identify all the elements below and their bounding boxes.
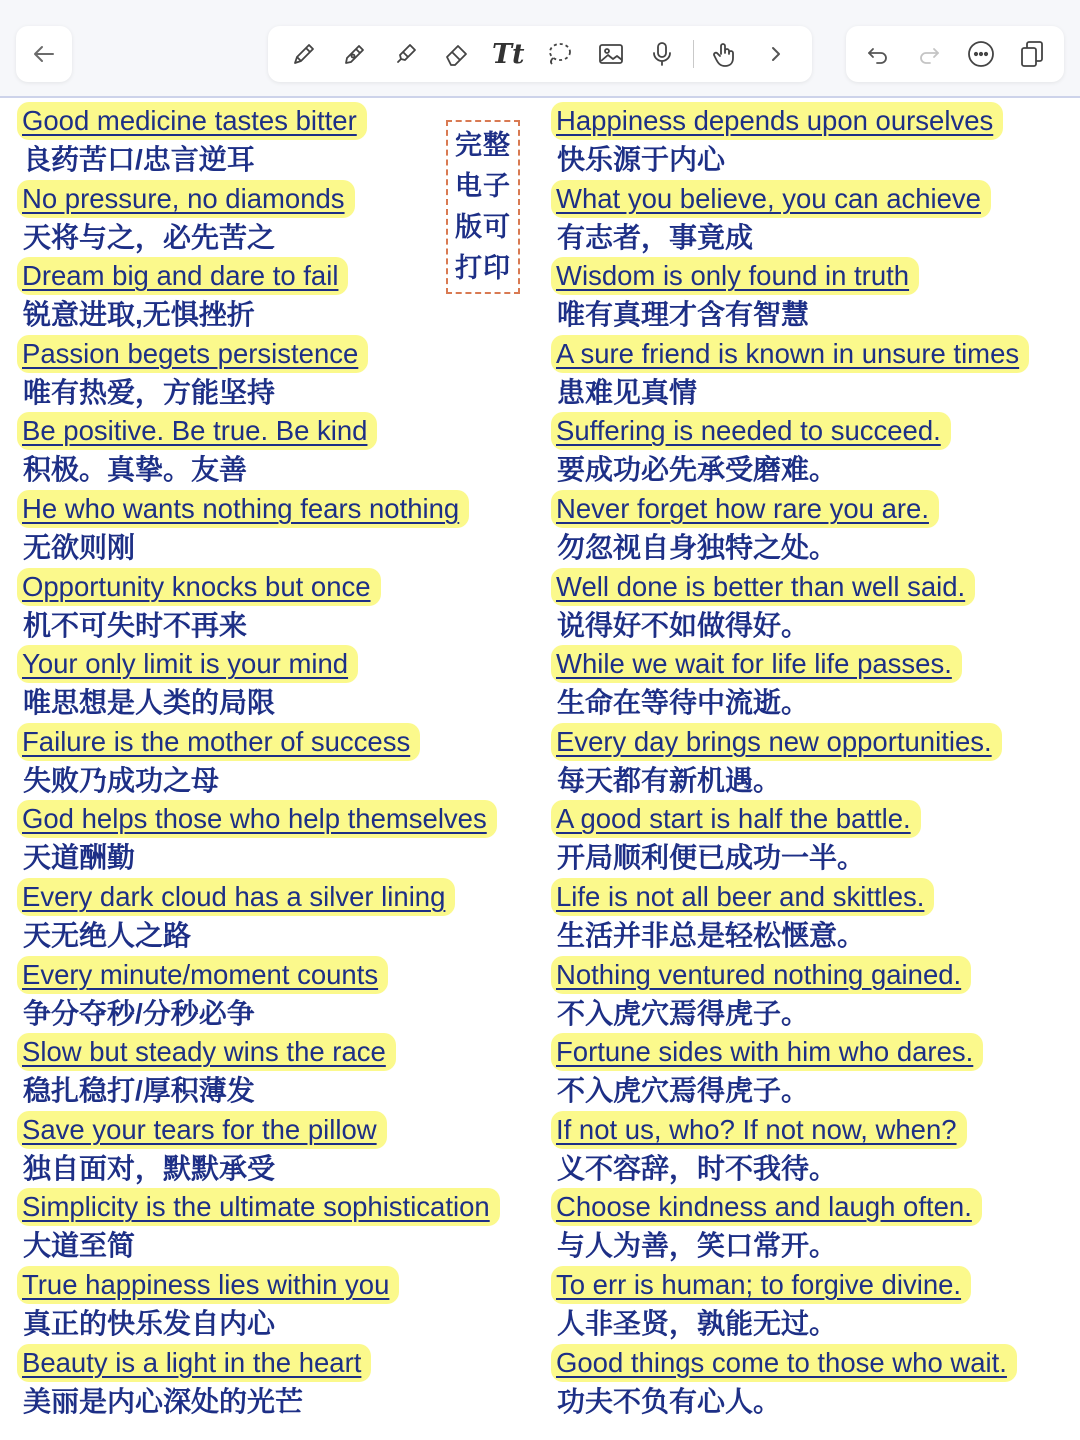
chinese-translation: 锐意进取,无惧挫折 xyxy=(23,299,255,331)
quote-pair xyxy=(18,956,523,1034)
chinese-translation: 不入虎穴焉得虎子。 xyxy=(557,1075,810,1107)
quote-pair xyxy=(552,412,1067,490)
chinese-translation: 争分夺秒/分秒必争 xyxy=(23,997,255,1029)
quote-pair xyxy=(18,257,523,335)
chinese-translation: 每天都有新机遇。 xyxy=(557,764,782,796)
chinese-translation: 唯有真理才含有智慧 xyxy=(557,299,810,331)
quote-pair xyxy=(18,180,523,258)
quote-pair xyxy=(552,257,1067,335)
chinese-translation: 生活并非总是轻松惬意。 xyxy=(557,919,866,951)
english-quote: No pressure, no diamonds xyxy=(17,180,355,218)
stamp-line: 电子 xyxy=(455,171,511,201)
chinese-translation: 大道至简 xyxy=(23,1230,136,1262)
text-tool-label: Tt xyxy=(491,38,525,70)
quote-pair xyxy=(552,645,1067,723)
english-quote: Save your tears for the pillow xyxy=(17,1111,387,1149)
quote-pair xyxy=(18,335,523,413)
quote-pair xyxy=(18,878,523,956)
chinese-translation: 唯有热爱，方能坚持 xyxy=(23,376,276,408)
quote-pair xyxy=(18,568,523,646)
more-icon[interactable] xyxy=(961,34,1001,74)
english-quote: Well done is better than well said. xyxy=(551,568,975,606)
right-quote-column xyxy=(552,102,1067,1421)
arrow-left-icon xyxy=(24,34,64,74)
english-quote: Simplicity is the ultimate sophistication xyxy=(17,1188,500,1226)
chinese-translation: 机不可失时不再来 xyxy=(23,609,248,641)
pages-icon[interactable] xyxy=(1012,34,1052,74)
quote-pair xyxy=(552,800,1067,878)
chinese-translation: 独自面对，默默承受 xyxy=(23,1152,276,1184)
redo-icon[interactable] xyxy=(909,34,949,74)
chinese-translation: 唯思想是人类的局限 xyxy=(23,687,276,719)
english-quote: God helps those who help themselves xyxy=(17,800,497,838)
chinese-translation: 天将与之，必先苦之 xyxy=(23,221,276,253)
quote-pair xyxy=(552,335,1067,413)
chinese-translation: 要成功必先承受磨难。 xyxy=(557,454,838,486)
english-quote: A sure friend is known in unsure times xyxy=(551,335,1029,373)
chinese-translation: 天道酬勤 xyxy=(23,842,136,874)
quote-pair xyxy=(18,102,523,180)
english-quote: What you believe, you can achieve xyxy=(551,180,991,218)
quote-pair xyxy=(18,1033,523,1111)
english-quote: If not us, who? If not now, when? xyxy=(551,1111,967,1149)
english-quote: Suffering is needed to succeed. xyxy=(551,412,951,450)
quote-pair xyxy=(552,1033,1067,1111)
chinese-translation: 患难见真情 xyxy=(557,376,698,408)
chinese-translation: 人非圣贤，孰能无过。 xyxy=(557,1307,838,1339)
quote-pair xyxy=(552,1188,1067,1266)
quote-pair xyxy=(552,1344,1067,1422)
english-quote: Every minute/moment counts xyxy=(17,956,388,994)
chinese-translation: 真正的快乐发自内心 xyxy=(23,1307,276,1339)
quote-pair xyxy=(18,645,523,723)
chinese-translation: 积极。真挚。友善 xyxy=(23,454,248,486)
english-quote: Wisdom is only found in truth xyxy=(551,257,919,295)
lasso-icon[interactable] xyxy=(539,34,579,74)
quote-pair xyxy=(552,568,1067,646)
chinese-translation: 无欲则刚 xyxy=(23,531,136,563)
quote-pair xyxy=(18,1188,523,1266)
chinese-translation: 良药苦口/忠言逆耳 xyxy=(23,144,255,175)
english-quote: Every dark cloud has a silver lining xyxy=(17,878,455,916)
quote-pair xyxy=(552,102,1067,180)
text-tool-icon[interactable] xyxy=(488,34,528,74)
hand-touch-icon[interactable] xyxy=(705,34,745,74)
english-quote: Beauty is a light in the heart xyxy=(17,1344,371,1382)
english-quote: Life is not all beer and skittles. xyxy=(551,878,934,916)
eraser-icon[interactable] xyxy=(437,34,477,74)
chinese-translation: 开局顺利便已成功一半。 xyxy=(557,842,866,874)
english-quote: Dream big and dare to fail xyxy=(17,257,348,295)
quote-pair xyxy=(552,723,1067,801)
chinese-translation: 美丽是内心深处的光芒 xyxy=(23,1385,304,1417)
quote-pair xyxy=(552,1111,1067,1189)
english-quote: Fortune sides with him who dares. xyxy=(551,1033,983,1071)
quote-pair xyxy=(18,1266,523,1344)
stamp-line: 版可 xyxy=(455,212,511,242)
english-quote: Good medicine tastes bitter xyxy=(17,102,367,140)
toolbar xyxy=(0,0,1080,98)
quote-pair xyxy=(552,878,1067,956)
english-quote: Failure is the mother of success xyxy=(17,723,420,761)
chinese-translation: 与人为善，笑口常开。 xyxy=(557,1230,838,1262)
english-quote: Slow but steady wins the race xyxy=(17,1033,396,1071)
quote-pair xyxy=(18,800,523,878)
chinese-translation: 快乐源于内心 xyxy=(557,144,726,175)
english-quote: While we wait for life life passes. xyxy=(551,645,962,683)
undo-icon[interactable] xyxy=(858,34,898,74)
quote-pair xyxy=(552,490,1067,568)
english-quote: Choose kindness and laugh often. xyxy=(551,1188,982,1226)
quote-pair xyxy=(18,412,523,490)
drawing-tools-bar xyxy=(268,26,812,82)
chinese-translation: 功夫不负有心人。 xyxy=(557,1385,782,1417)
english-quote: Nothing ventured nothing gained. xyxy=(551,956,971,994)
english-quote: Happiness depends upon ourselves xyxy=(551,102,1003,140)
left-quote-column xyxy=(18,102,523,1421)
english-quote: True happiness lies within you xyxy=(17,1266,399,1304)
chinese-translation: 稳扎稳打/厚积薄发 xyxy=(23,1075,255,1107)
chinese-translation: 义不容辞，时不我待。 xyxy=(557,1152,838,1184)
quote-pair xyxy=(18,723,523,801)
english-quote: Good things come to those who wait. xyxy=(551,1344,1017,1382)
chinese-translation: 天无绝人之路 xyxy=(23,919,192,951)
toolbar-divider xyxy=(693,40,694,68)
stamp-line: 完整 xyxy=(455,130,511,160)
english-quote: Every day brings new opportunities. xyxy=(551,723,1002,761)
image-icon[interactable] xyxy=(591,34,631,74)
chinese-translation: 勿忽视自身独特之处。 xyxy=(557,531,838,563)
pen-icon[interactable] xyxy=(335,34,375,74)
english-quote: Opportunity knocks but once xyxy=(17,568,381,606)
english-quote: Passion begets persistence xyxy=(17,335,368,373)
english-quote: To err is human; to forgive divine. xyxy=(551,1266,971,1304)
actions-bar xyxy=(846,26,1064,82)
chevron-right-icon[interactable] xyxy=(756,34,796,74)
chinese-translation: 失败乃成功之母 xyxy=(23,764,220,796)
quote-pair xyxy=(18,1344,523,1422)
english-quote: He who wants nothing fears nothing xyxy=(17,490,469,528)
chinese-translation: 不入虎穴焉得虎子。 xyxy=(557,997,810,1029)
chinese-translation: 有志者，事竟成 xyxy=(557,221,754,253)
english-quote: Never forget how rare you are. xyxy=(551,490,939,528)
quote-pair xyxy=(552,1266,1067,1344)
english-quote: Be positive. Be true. Be kind xyxy=(17,412,377,450)
quote-pair xyxy=(18,490,523,568)
microphone-icon[interactable] xyxy=(642,34,682,74)
chinese-translation: 生命在等待中流逝。 xyxy=(557,687,810,719)
pencil-icon[interactable] xyxy=(284,34,324,74)
quote-pair xyxy=(18,1111,523,1189)
quote-pair xyxy=(552,180,1067,258)
stamp-line: 打印 xyxy=(455,253,511,283)
english-quote: A good start is half the battle. xyxy=(551,800,921,838)
english-quote: Your only limit is your mind xyxy=(17,645,358,683)
highlighter-icon[interactable] xyxy=(386,34,426,74)
chinese-translation: 说得好不如做得好。 xyxy=(557,609,810,641)
back-button[interactable] xyxy=(16,26,72,82)
quote-pair xyxy=(552,956,1067,1034)
